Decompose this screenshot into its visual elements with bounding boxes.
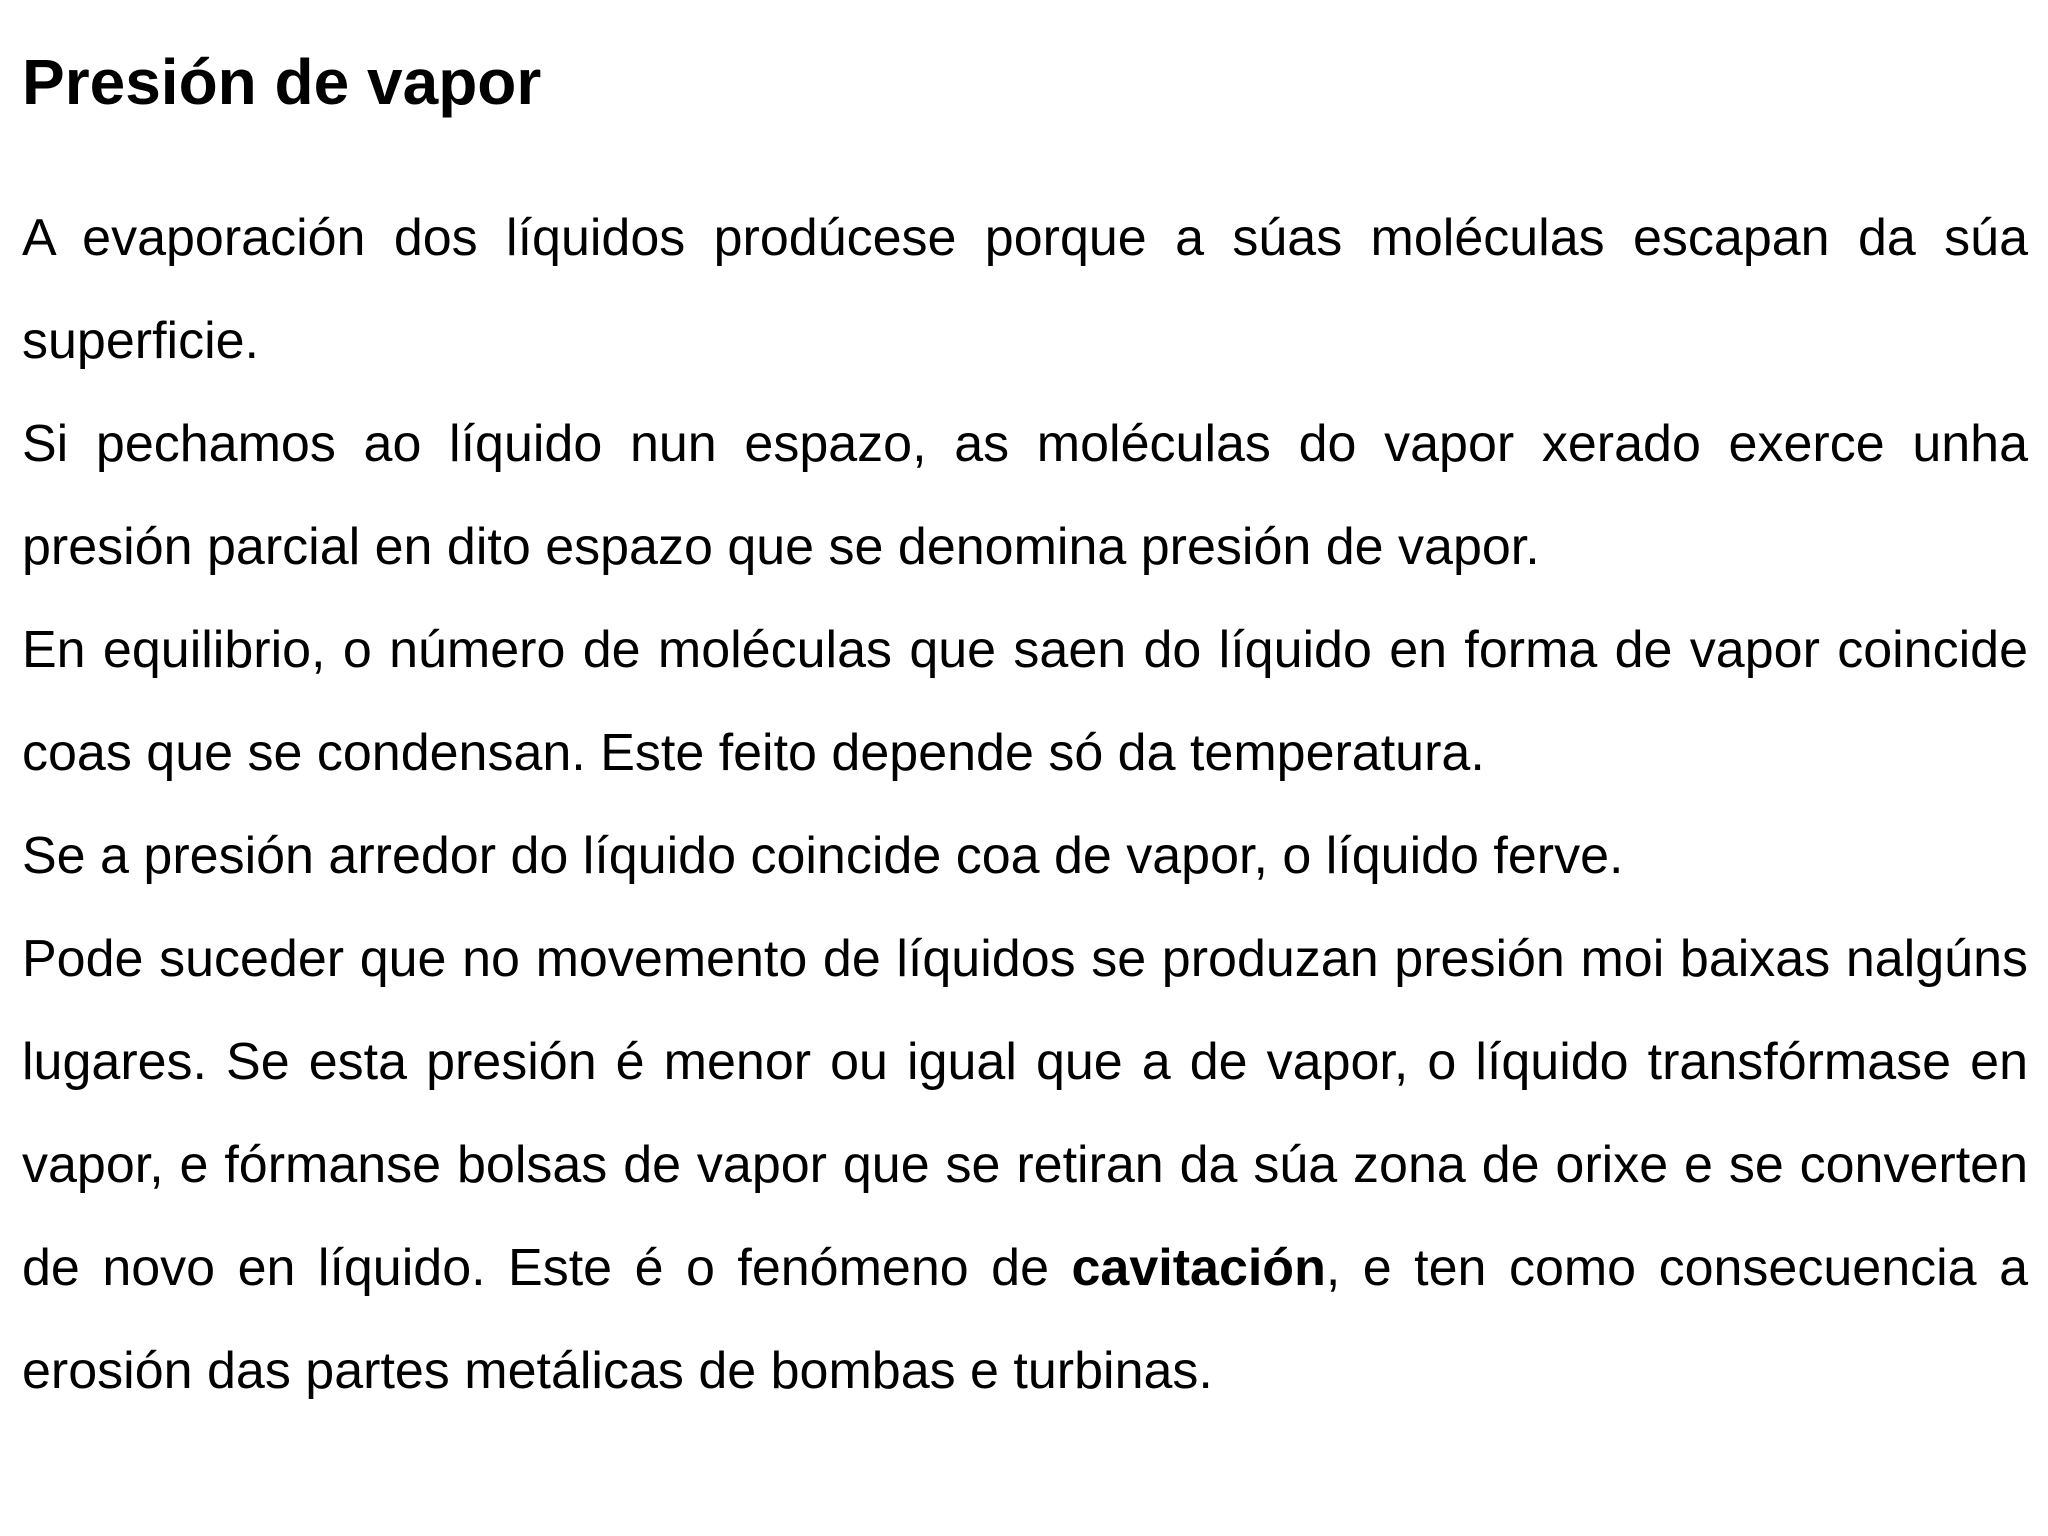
cavitation-term: cavitación (1071, 1239, 1326, 1297)
paragraph-boiling: Se a presión arredor do líquido coincide coa de vapor, o líquido ferve. (22, 827, 1624, 885)
paragraph-vapor-pressure: Si pechamos ao líquido nun espazo, as moléculas do vapor xerado exerce unha presión parcial en dito espazo que se denomina presión de vapor. (22, 415, 2028, 576)
paragraph-evaporation: A evaporación dos líquidos prodúcese porque a súas moléculas escapan da súa superficie. (22, 209, 2028, 370)
paragraph-cavitation (22, 908, 2028, 1423)
cavitation-text-before: Pode suceder que no movemento de líquidos se produzan presión moi baixas nalgúns lugares. Se esta presión é menor ou igual que a de vapor, o líquido transfórmase en vapor, e fórmanse bolsas de vapor que se retiran da súa zona de orixe e se converten de novo en líquido. Este é o fenómeno de (22, 930, 2028, 1297)
document-body (22, 187, 2028, 1423)
document-page (22, 0, 2028, 1423)
page-title: Presión de vapor (22, 46, 542, 118)
cavitation-text-after: , e ten como consecuencia a erosión das partes metálicas de bombas e turbinas. (22, 1239, 2028, 1400)
paragraph-equilibrium: En equilibrio, o número de moléculas que saen do líquido en forma de vapor coincide coas que se condensan. Este feito depende só da temperatura. (22, 621, 2028, 782)
